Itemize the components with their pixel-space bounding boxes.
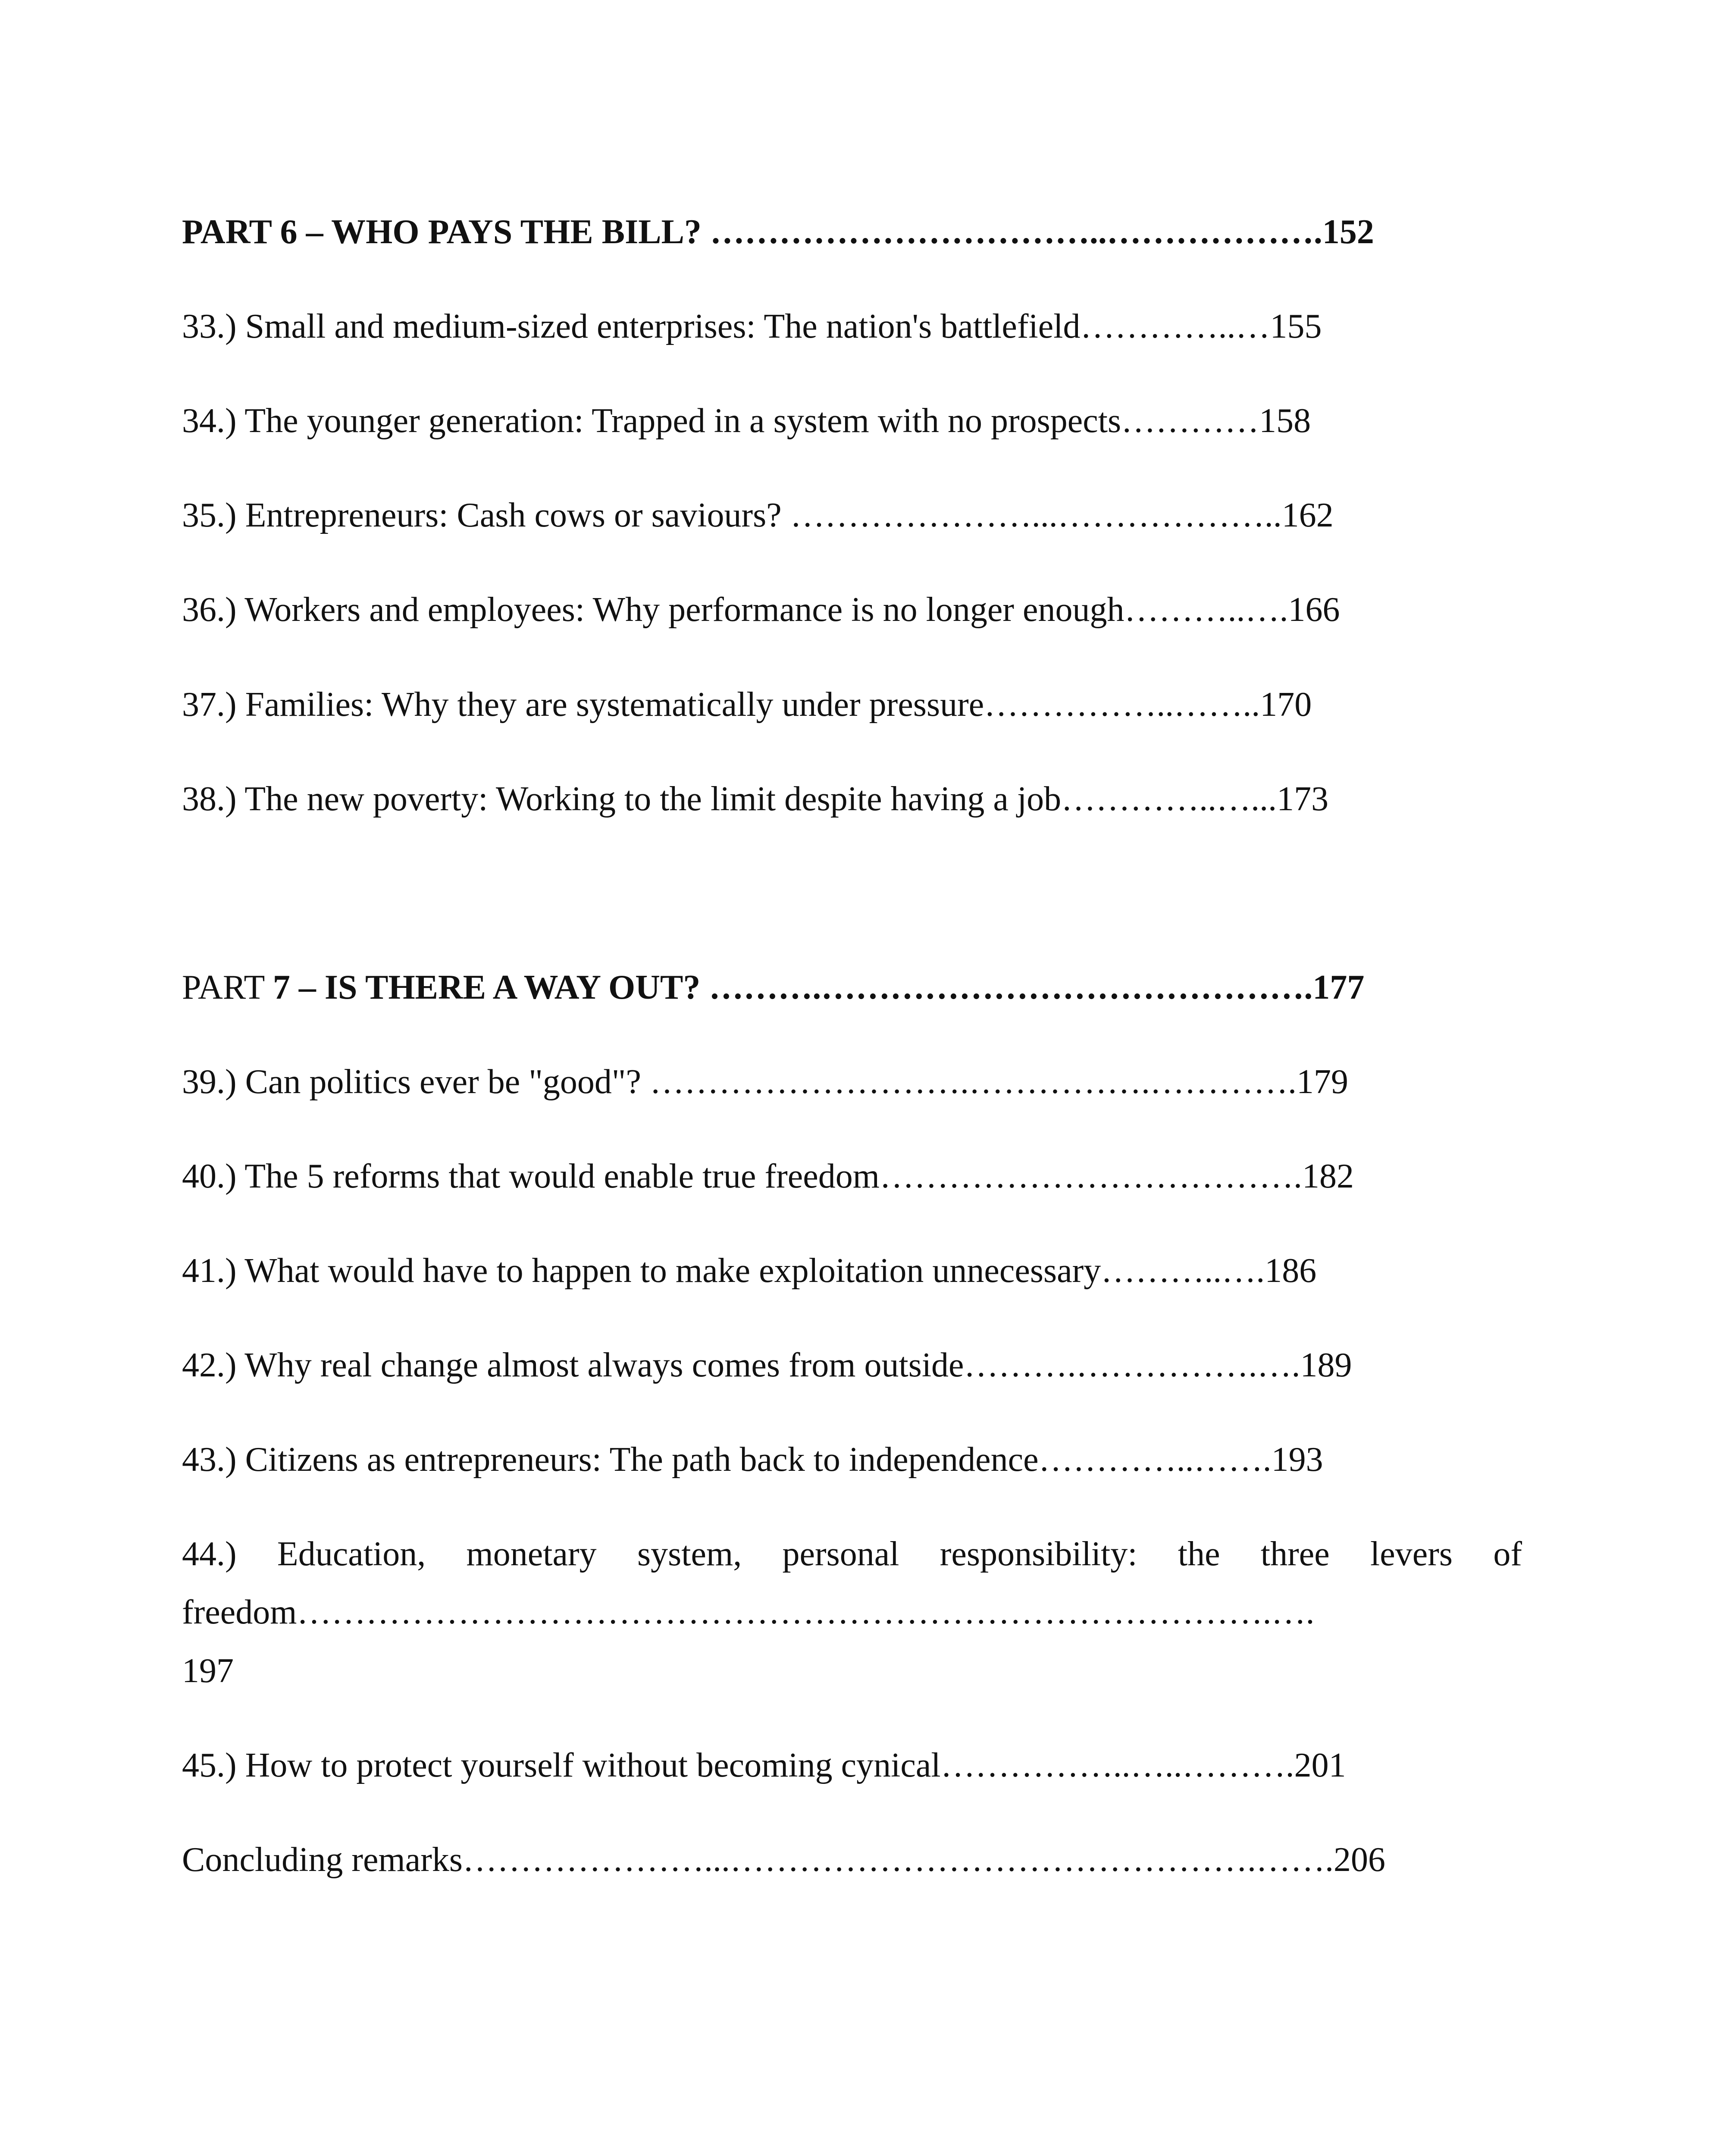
toc-entry-37[interactable]: 37.) Families: Why they are systematically under pressure……………..……..170 — [182, 686, 1312, 724]
toc-entry-38[interactable]: 38.) The new poverty: Working to the limit despite having a job…………..…...173 — [182, 780, 1329, 818]
toc-entry-39[interactable]: 39.) Can politics ever be "good"? ……………………….…………….………….179 — [182, 1063, 1349, 1101]
toc-entry-45[interactable]: 45.) How to protect yourself without becoming cynical……………..…..……….201 — [182, 1746, 1346, 1784]
toc-entry-41[interactable]: 41.) What would have to happen to make exploitation unnecessary………..….186 — [182, 1252, 1317, 1290]
toc-entry-44-line-2: freedom………………………………………………………………………….…. — [182, 1593, 1315, 1631]
toc-part-7-heading[interactable] — [182, 966, 1522, 1009]
toc-entry-44-page-number: 197 — [182, 1652, 234, 1690]
toc-entry-35[interactable]: 35.) Entrepreneurs: Cash cows or saviours? …………………...………………..162 — [182, 496, 1334, 534]
toc-entry-34[interactable]: 34.) The younger generation: Trapped in a system with no prospects…………158 — [182, 402, 1311, 440]
toc-entry-40[interactable]: 40.) The 5 reforms that would enable true freedom……………………………….182 — [182, 1157, 1354, 1195]
toc-entry-43[interactable]: 43.) Citizens as entrepreneurs: The path back to independence…………..…….193 — [182, 1441, 1323, 1479]
toc-entry-36[interactable]: 36.) Workers and employees: Why performance is no longer enough………..….166 — [182, 591, 1340, 629]
toc-part-7-prefix: PART — [182, 968, 273, 1006]
toc-entry-42[interactable]: 42.) Why real change almost always comes from outside……….…………….….189 — [182, 1346, 1352, 1384]
toc-entry-44-line-1: 44.) Education, monetary system, personal responsibility: the three levers of — [182, 1535, 1522, 1573]
toc-concluding-remarks[interactable]: Concluding remarks…………………...……………………………………….…….206 — [182, 1841, 1385, 1879]
toc-part-7-title: 7 – IS THERE A WAY OUT? ……….…………………………………….177 — [272, 968, 1365, 1006]
toc-entry-33[interactable]: 33.) Small and medium-sized enterprises: The nation's battlefield…………..…155 — [182, 307, 1322, 345]
toc-part-6-heading[interactable]: PART 6 – WHO PAYS THE BILL? ……………………………..……………….152 — [182, 213, 1374, 251]
